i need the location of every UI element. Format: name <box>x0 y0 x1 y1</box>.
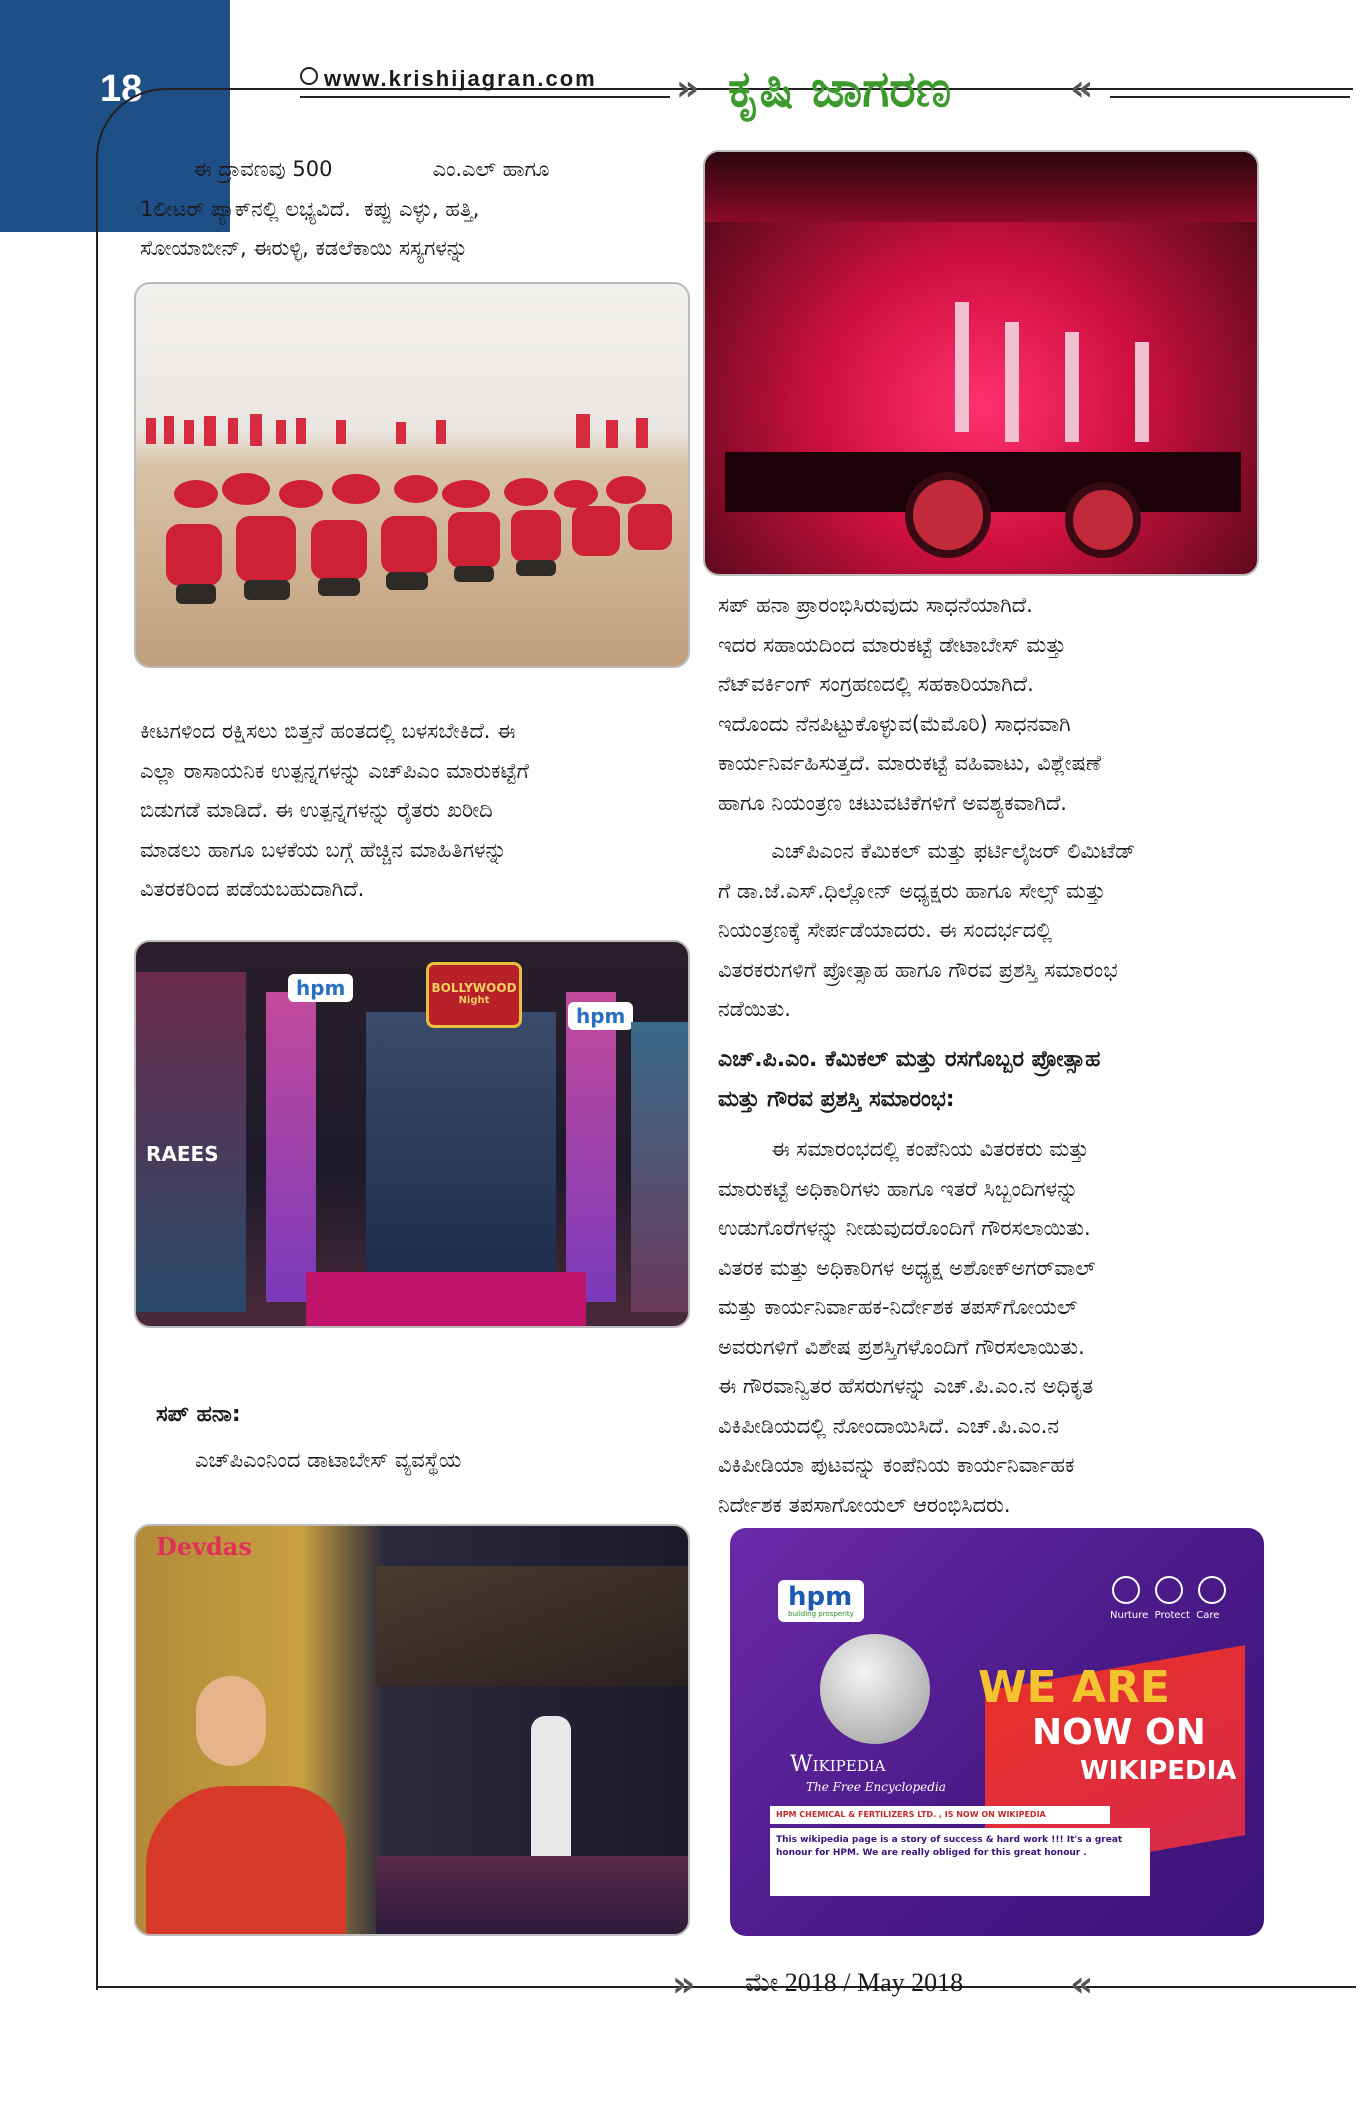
text-line: ಕೀಟಗಳಿಂದ ರಕ್ಷಿಸಲು ಬಿತ್ತನೆ ಹಂತದಲ್ಲಿ ಬಳಸಬೇಕಿದೆ. ಈ <box>140 719 516 743</box>
red-carpet <box>306 1272 586 1328</box>
header-rule-left <box>300 96 670 98</box>
beach-team-photo <box>134 282 690 668</box>
text-line: ಸೋಯಾಬೀನ್, ಈರುಳ್ಳಿ, ಕಡಲೆಕಾಯಿ ಸಸ್ಯಗಳನ್ನು <box>140 236 468 260</box>
dancer <box>1135 342 1149 442</box>
performer-face <box>196 1676 266 1766</box>
announcement-message: This wikipedia page is a story of success & hard work !!! It's a great honour for HPM. We are really obliged for this great honour . <box>770 1828 1150 1896</box>
poster-text: RAEES <box>146 1142 219 1166</box>
text-line: ನಿಯಂತ್ರಣಕ್ಕೆ ಸೇರ್ಪಡೆಯಾದರು. ಈ ಸಂದರ್ಭದಲ್ಲಿ <box>718 918 1053 942</box>
hpm-logo: hpm <box>568 1002 633 1030</box>
text-line: ಮತ್ತು ಕಾರ್ಯನಿರ್ವಾಹಕ-ನಿರ್ದೇಶಕ ತಪಸ್‌ಗೋಯಲ್ <box>718 1295 1078 1319</box>
pillar-left <box>266 992 316 1302</box>
hall-roof <box>376 1566 690 1686</box>
text-line: ವಿಕಿಪೀಡಿಯಾ ಪುಟವನ್ನು ಕಂಪೆನಿಯ ಕಾರ್ಯನಿರ್ವಾಹಕ <box>718 1453 1075 1477</box>
headline-now-on: NOW ON <box>1032 1712 1206 1753</box>
beach-people-illustration <box>136 284 690 668</box>
chevron-left-icon: « <box>1070 68 1084 109</box>
footer-rule <box>96 1986 1356 1988</box>
sap-hana-text: ಎಚ್‌ಪಿಎಂನಿಂದ ಡಾಟಾಬೇಸ್ ವ್ಯವಸ್ಥೆಯ <box>195 1448 462 1472</box>
text-line: ಇದೊಂದು ನೆನಪಿಟ್ಟುಕೊಳ್ಳುವ(ಮೆಮೊರಿ) ಸಾಧನವಾಗಿ <box>718 711 1071 736</box>
stage-floor <box>376 1856 690 1936</box>
right-para-1 <box>718 586 1278 823</box>
chevron-right-icon: » <box>672 1964 686 2005</box>
text-line: ಎಚ್‌ಪಿಎಂನ ಕೆಮಿಕಲ್ ಮತ್ತು ಫರ್ಟಿಲೈಜರ್ ಲಿಮಿಟೆಡ್ <box>718 839 1136 863</box>
nurture-icon <box>1112 1576 1140 1604</box>
text-line: ಸಪ್ ಹನಾ ಪ್ರಾರಂಭಿಸಿರುವುದು ಸಾಧನೆಯಾಗಿದೆ. <box>718 593 1033 617</box>
wiki-subtitle: The Free Encyclopedia <box>806 1780 946 1794</box>
text-line: ಈ ಗೌರವಾನ್ವಿತರ ಹೆಸರುಗಳನ್ನು ಎಚ್.ಪಿ.ಎಂ.ನ ಅಧಿಕೃತ <box>718 1374 1094 1398</box>
film-reel-left <box>905 472 991 558</box>
text-line: ನಡೆಯಿತು. <box>718 997 791 1021</box>
dancer <box>1065 332 1079 442</box>
awards-heading <box>718 1040 1278 1120</box>
issue-date: ಮೇ 2018 / May 2018 <box>745 1968 964 1997</box>
headline-we-are: WE ARE <box>978 1662 1170 1713</box>
text-line: ಅವರುಗಳಿಗೆ ವಿಶೇಷ ಪ್ರಶಸ್ತಿಗಳೊಂದಿಗೆ ಗೌರಸಲಾಯಿತು. <box>718 1334 1085 1359</box>
entrance-door <box>366 1012 556 1302</box>
chevron-right-icon: » <box>676 68 690 109</box>
text-line: ಕಾರ್ಯನಿರ್ವಹಿಸುತ್ತದೆ. ಮಾರುಕಟ್ಟೆ ವಹಿವಾಟು, ವಿಶ್ಲೇಷಣೆ <box>718 751 1102 775</box>
text-line: ಉಡುಗೊರೆಗಳನ್ನು ನೀಡುವುದರೊಂದಿಗೆ ಗೌರಸಲಾಯಿತು. <box>718 1216 1091 1240</box>
dancer <box>955 302 969 432</box>
text-line: ಈ ದ್ರಾವಣವು 500 ಎಂ.ಎಲ್ ಹಾಗೂ <box>140 157 550 181</box>
text-line: 1ಲೀಟರ್ ಪ್ಯಾಕ್‌ನಲ್ಲಿ ಲಭ್ಯವಿದೆ. ಕಪ್ಪು ಎಳ್ಳು, ಹತ್ತಿ, <box>140 196 480 221</box>
heading-line: ಮತ್ತು ಗೌರವ ಪ್ರಶಸ್ತಿ ಸಮಾರಂಭ: <box>718 1087 955 1112</box>
text-line: ಇದರ ಸಹಾಯದಿಂದ ಮಾರುಕಟ್ಟೆ ಡೇಟಾಬೇಸ್ ಮತ್ತು <box>718 632 1066 657</box>
wikipedia-announcement-ad <box>730 1528 1264 1936</box>
stage-dance-photo <box>703 150 1259 576</box>
right-para-2 <box>718 832 1278 1030</box>
masthead-logo: ಕೃಷಿ ಜಾಗರಣ <box>728 60 952 118</box>
left-intro-text <box>140 150 680 269</box>
text-line: ನೆಟ್‌ವರ್ಕಿಂಗ್ ಸಂಗ್ರಹಣದಲ್ಲಿ ಸಹಕಾರಿಯಾಗಿದೆ. <box>718 672 1034 696</box>
dancer <box>1005 322 1019 442</box>
poster-text: Devdas <box>156 1532 252 1561</box>
header-rule-right <box>1110 96 1350 98</box>
text-line: ಬಿಡುಗಡೆ ಮಾಡಿದೆ. ಈ ಉತ್ಪನ್ನಗಳನ್ನು ರೈತರು ಖರೀದಿ <box>140 798 493 822</box>
chevron-left-icon: « <box>1070 1964 1084 2005</box>
bollywood-marquee <box>426 962 522 1028</box>
bollywood-entrance-photo <box>134 940 690 1328</box>
costume-performers-photo <box>134 1524 690 1936</box>
globe-icon <box>300 67 318 85</box>
text-line: ಎಲ್ಲಾ ರಾಸಾಯನಿಕ ಉತ್ಪನ್ನಗಳನ್ನು ಎಚ್‌ಪಿಎಂ ಮಾರುಕಟ್ಟೆಗೆ <box>140 758 529 783</box>
text-line: ಗೆ ಡಾ.ಜೆ.ಎಸ್.ಧಿಲ್ಲೋನ್ ಅಧ್ಯಕ್ಷರು ಹಾಗೂ ಸೇಲ್ಸ್ ಮತ್ತು <box>718 878 1106 903</box>
headline-wikipedia: WIKIPEDIA <box>1080 1756 1237 1786</box>
hpm-logo: hpm <box>788 1582 853 1612</box>
hpm-tagline: building prosperity <box>788 1610 854 1618</box>
text-line: ವಿತರಕ ಮತ್ತು ಅಧಿಕಾರಿಗಳ ಅಧ್ಯಕ್ಷ ಅಶೋಕ್‌ಅಗರ್‌ವಾಲ್ <box>718 1255 1096 1280</box>
text-line: ನಿರ್ದೇಶಕ ತಪಸಾಗೋಯಲ್ ಆರಂಭಿಸಿದರು. <box>718 1492 1011 1517</box>
marquee-subtitle: Night <box>458 995 490 1006</box>
hpm-logo-box <box>778 1580 864 1622</box>
film-reel-right <box>1065 482 1141 558</box>
text-line: ವಿತರಕರುಗಳಿಗೆ ಪ್ರೋತ್ಸಾಹ ಹಾಗೂ ಗೌರವ ಪ್ರಶಸ್ತಿ ಸಮಾರಂಭ <box>718 957 1118 982</box>
pillar-right <box>566 992 616 1302</box>
sap-hana-subheading: ಸಪ್ ಹನಾ: <box>156 1402 241 1427</box>
wikipedia-globe-icon <box>820 1634 930 1744</box>
right-para-3 <box>718 1130 1278 1525</box>
text-line: ಮಾರುಕಟ್ಟೆ ಅಧಿಕಾರಿಗಳು ಹಾಗೂ ಇತರೆ ಸಿಬ್ಬಂದಿಗಳನ್ನು <box>718 1176 1079 1201</box>
page-number: 18 <box>100 68 143 110</box>
website-url: www.krishijagran.com <box>300 66 597 92</box>
hpm-logo: hpm <box>288 974 353 1002</box>
heading-line: ಎಚ್.ಪಿ.ಎಂ. ಕೆಮಿಕಲ್ ಮತ್ತು ರಸಗೊಬ್ಬರ ಪ್ರೋತ್ಸಾಹ <box>718 1047 1101 1072</box>
left-para-2 <box>140 712 680 910</box>
poster-wall-left <box>136 972 246 1312</box>
text-line: ವಿಕಿಪೀಡಿಯದಲ್ಲಿ ನೋಂದಾಯಿಸಿದೆ. ಎಚ್.ಪಿ.ಎಂ.ನ <box>718 1413 1060 1438</box>
care-icon <box>1198 1576 1226 1604</box>
performer-red-dupatta <box>146 1786 346 1936</box>
icons-caption: Nurture Protect Care <box>1110 1610 1220 1621</box>
nurture-icons <box>1112 1576 1232 1606</box>
text-line: ವಿತರಕರಿಂದ ಪಡೆಯಬಹುದಾಗಿದೆ. <box>140 877 365 901</box>
text-line: ಹಾಗೂ ನಿಯಂತ್ರಣ ಚಟುವಟಿಕೆಗಳಿಗೆ ಅವಶ್ಯಕವಾಗಿದೆ. <box>718 790 1067 815</box>
poster-wall-right <box>631 1022 690 1312</box>
wiki-title: Wikipedia <box>790 1752 886 1777</box>
protect-icon <box>1155 1576 1183 1604</box>
text-line: ಈ ಸಮಾರಂಭದಲ್ಲಿ ಕಂಪೆನಿಯ ವಿತರಕರು ಮತ್ತು <box>718 1137 1089 1161</box>
marquee-title: BOLLYWOOD <box>431 981 517 995</box>
lighting-rig <box>705 152 1259 222</box>
announcement-bar: HPM CHEMICAL & FERTILIZERS LTD. , IS NOW ON WIKIPEDIA <box>770 1806 1110 1824</box>
text-line: ಮಾಡಲು ಹಾಗೂ ಬಳಕೆಯ ಬಗ್ಗೆ ಹೆಚ್ಚಿನ ಮಾಹಿತಿಗಳನ್ನು <box>140 837 507 862</box>
